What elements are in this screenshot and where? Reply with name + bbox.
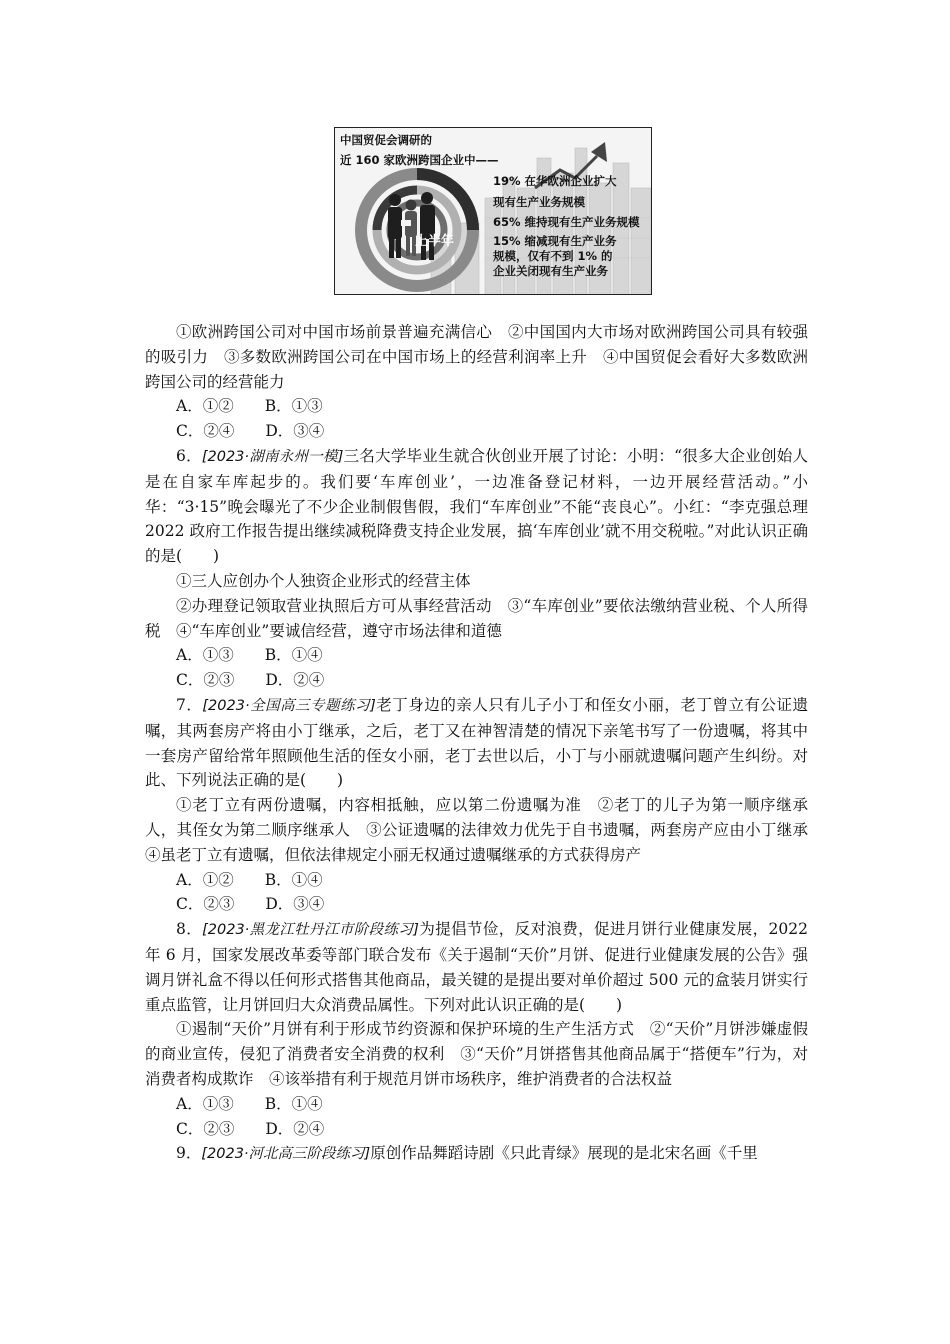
q6-stem-text: 三名大学毕业生就合伙创业开展了讨论：小明：“很多大企业创始人是在自家车库起步的。我们要‘车库创业’，一边准备登记材料，一边开展经营活动。”小华：“3·15”晚会曝光了不少企业制假售假，我们“车库创业”不能“丧良心”。小红：“李克强总理 2022 政府工作报告提出继续减税降费支持企业发展，搞‘车库创业’就不用交税啦。”对此认识正确的是( ) — [145, 446, 808, 566]
q7-stem — [145, 693, 808, 793]
q9-number: 9． — [176, 1144, 202, 1163]
q8-number: 8． — [176, 920, 203, 939]
survey-figure — [334, 127, 652, 295]
q6-statement1: ①三人应创办个人独资企业形式的经营主体 — [176, 571, 471, 590]
q6-options-ab: A．①③ B．①④ — [176, 646, 323, 665]
q7-source: [2023·全国高三专题练习] — [202, 697, 376, 714]
q7-stem-text: 老丁身边的亲人只有儿子小丁和侄女小丽，老丁曾立有公证遗嘱，其两套房产将由小丁继承，之后，老丁又在神智清楚的情况下亲笔书写了一份遗嘱，将其中一套房产留给常年照顾他生活的侄女小丽，老丁去世以后，小丁与小丽就遗嘱问题产生纠纷。对此、下列说法正确的是( ) — [145, 695, 808, 790]
q5-options-cd: C．②④ D．③④ — [176, 422, 325, 441]
q9-source: [2023·河北高三阶段练习] — [201, 1146, 371, 1163]
figure-stat3-line2: 规模，仅有不到 1% 的 — [493, 249, 613, 263]
q7-options-cd: C．②③ D．③④ — [176, 895, 325, 914]
q8-options-cd: C．②③ D．②④ — [176, 1119, 325, 1138]
q5-statements: ①欧洲跨国公司对中国市场前景普遍充满信心 ②中国国内大市场对欧洲跨国公司具有较强的吸引力 ③多数欧洲跨国公司在中国市场上的经营利润率上升 ④中国贸促会看好大多数欧洲跨国公司的经营能力 — [145, 323, 808, 391]
figure-period-label: 上半年 — [415, 234, 455, 249]
q9-stem — [145, 1141, 808, 1167]
figure-stat3-line1: 15% 缩减现有生产业务 — [493, 234, 617, 248]
q6-statement2: ②办理登记领取营业执照后方可从事经营活动 ③“车库创业”要依法缴纳营业税、个人所得税 ④“车库创业”要诚信经营，遵守市场法律和道德 — [145, 596, 808, 640]
q6-source: [2023·湖南永州一模] — [201, 448, 344, 465]
q8-stem-text: 为提倡节俭，反对浪费，促进月饼行业健康发展，2022 年 6 月，国家发展改革委等部门联合发布《关于遏制“天价”月饼、促进行业健康发展的公告》强调月饼礼盒不得以任何形式搭售其他商品，最关键的是提出要对单价超过 500 元的盒装月饼实行重点监管，让月饼回归大众消费品属性。下列对此认识正确的是( ) — [145, 920, 809, 1014]
figure-stat3-line3: 企业关闭现有生产业务 — [493, 264, 608, 278]
figure-stat1-line2: 现有生产业务规模 — [493, 195, 585, 209]
q7-options-ab: A．①② B．①④ — [176, 870, 323, 889]
figure-stat1-line1: 19% 在华欧洲企业扩大 — [493, 174, 617, 188]
question-content — [145, 320, 824, 1167]
q7-statements: ①老丁立有两份遗嘱，内容相抵触，应以第二份遗嘱为准 ②老丁的儿子为第一顺序继承人，其侄女为第二顺序继承人 ③公证遗嘱的法律效力优先于自书遗嘱，两套房产应由小丁继承 ④虽老丁立有遗嘱，但依法律规定小丽无权通过遗嘱继承的方式获得房产 — [145, 796, 824, 864]
q8-source: [2023·黑龙江牡丹江市阶段练习] — [202, 922, 419, 939]
figure-stat2: 65% 维持现有生产业务规模 — [493, 215, 640, 229]
figure-title-line2: 近 160 家欧洲跨国企业中—— — [340, 153, 499, 167]
q9-stem-text: 原创作品舞蹈诗剧《只此青绿》展现的是北宋名画《千里 — [370, 1144, 758, 1163]
q5-options-ab: A．①② B．①③ — [176, 397, 323, 416]
q8-stem — [145, 917, 808, 1017]
q7-number: 7． — [176, 695, 203, 714]
q6-stem — [145, 444, 808, 569]
q8-statements: ①遏制“天价”月饼有利于形成节约资源和保护环境的生产生活方式 ②“天价”月饼涉嫌虚假的商业宣传，侵犯了消费者安全消费的权利 ③“天价”月饼搭售其他商品属于“搭便车”行为，对消费者构成欺诈 ④该举措有利于规范月饼市场秩序，维护消费者的合法权益 — [145, 1020, 808, 1088]
q6-options-cd: C．②③ D．②④ — [176, 671, 325, 690]
q8-options-ab: A．①③ B．①④ — [176, 1094, 323, 1113]
figure-title-line1: 中国贸促会调研的 — [340, 133, 432, 147]
q6-number: 6． — [176, 446, 202, 465]
